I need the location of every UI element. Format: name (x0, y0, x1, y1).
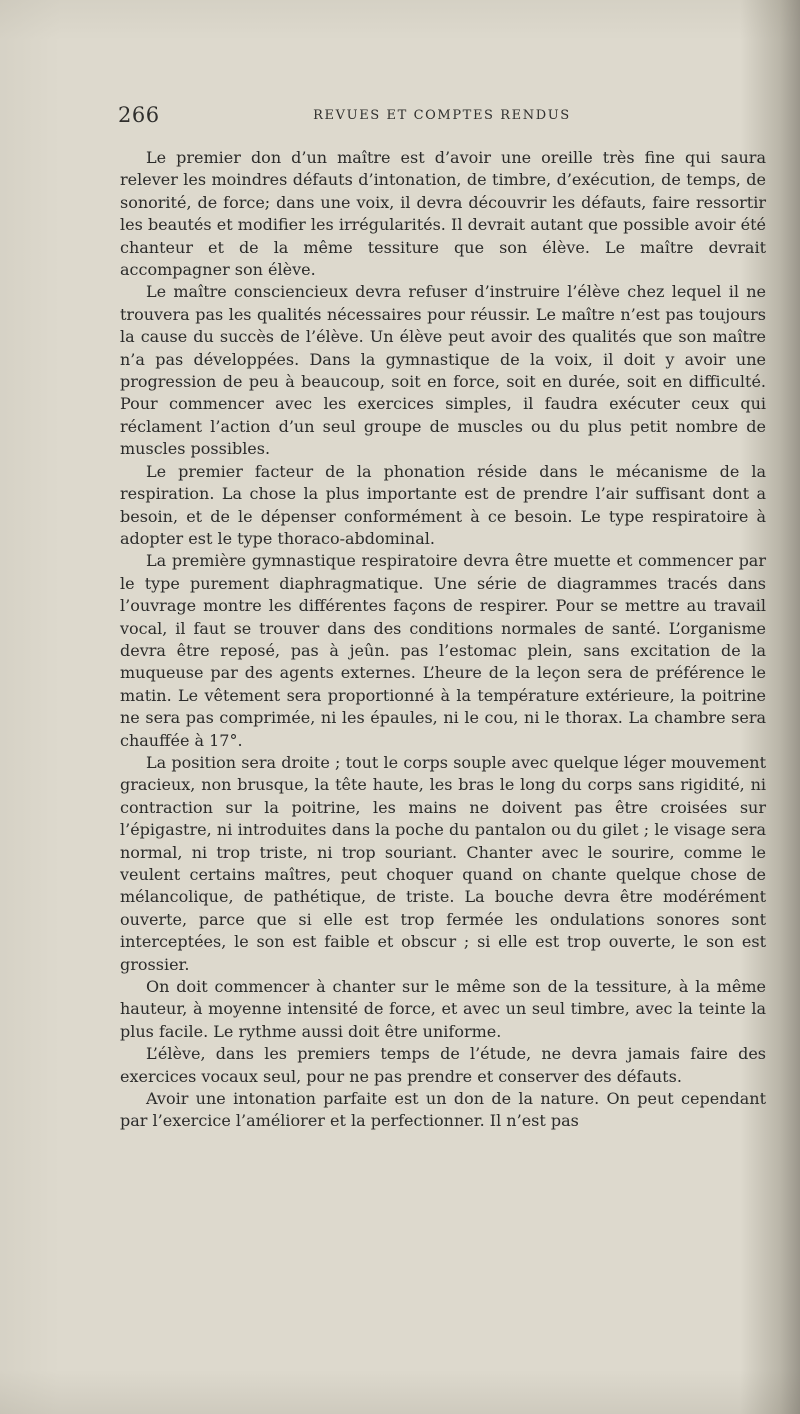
page-number: 266 (118, 103, 160, 127)
paragraph: La position sera droite ; tout le corps souple avec quelque léger mouvement gracieux, non brusque, la tête haute, les bras le long du corps sans rigidité, ni contraction sur la poitrine, les mains ne doivent pas être croisées sur l’épigastre, ni introduites dans la poche du pantalon ou du gilet ; le visage sera normal, ni trop triste, ni trop souriant. Chanter avec le sourire, comme le veulent certains maîtres, peut choquer quand on chante quelque chose de mélancolique, de pathétique, de triste. La bouche devra être modérément ouverte, parce que si elle est trop fermée les ondulations sonores sont interceptées, le son est faible et obscur ; si elle est trop ouverte, le son est grossier. (120, 752, 766, 974)
paragraph: Avoir une intonation parfaite est un don de la nature. On peut cependant par l’exercice l’améliorer et la perfectionner. Il n’est pas (120, 1089, 766, 1131)
paragraph: La première gymnastique respiratoire devra être muette et commencer par le type purement diaphragmatique. Une série de diagrammes tracés dans l’ouvrage montre les différentes façons de respirer. Pour se mettre au travail vocal, il faut se trouver dans des conditions normales de santé. L’organisme devra être reposé, pas à jeûn. pas l’estomac plein, sans excitation de la muqueuse par des agents externes. L’heure de la leçon sera de préférence le matin. Le vêtement sera proportionné à la température extérieure, la poitrine ne sera pas comprimée, ni les épaules, ni le cou, ni le thorax. La chambre sera chauffée à 17°. (120, 551, 766, 750)
paragraph: On doit commencer à chanter sur le même son de la tessiture, à la même hauteur, à moyenne intensité de force, et avec un seul timbre, avec la teinte la plus facile. Le rythme aussi doit être uniforme. (120, 977, 766, 1041)
page-header (118, 101, 766, 131)
paragraph: L’élève, dans les premiers temps de l’étude, ne devra jamais faire des exercices vocaux seul, pour ne pas prendre et conserver des défauts. (120, 1044, 766, 1086)
paragraph: Le maître consciencieux devra refuser d’instruire l’élève chez lequel il ne trouvera pas les qualités nécessaires pour réussir. Le maître n’est pas toujours la cause du succès de l’élève. Un élève peut avoir des qualités que son maître n’a pas développées. Dans la gymnastique de la voix, il doit y avoir une progression de peu à beaucoup, soit en force, soit en durée, soit en difficulté. Pour commencer avec les exercices simples, il faudra exécuter ceux qui réclament l’action d’un seul groupe de muscles ou du plus petit nombre de muscles possibles. (120, 282, 766, 459)
body-text (120, 147, 766, 1133)
paragraph: Le premier facteur de la phonation réside dans le mécanisme de la respiration. La chose la plus importante est de prendre l’air suffisant dont a besoin, et de le dépenser conformément à ce besoin. Le type respiratoire à adopter est le type thoraco-abdominal. (120, 461, 766, 548)
paragraph: Le premier don d’un maître est d’avoir une oreille très fine qui saura relever les moindres défauts d’intonation, de timbre, d’exécution, de temps, de sonorité, de force; dans une voix, il devra découvrir les défauts, faire ressortir les beautés et modifier les irrégularités. Il devrait autant que possible avoir été chanteur et de la même tessiture que son élève. Le maître devrait accompagner son élève. (120, 148, 766, 280)
running-head: REVUES ET COMPTES RENDUS (313, 108, 571, 123)
